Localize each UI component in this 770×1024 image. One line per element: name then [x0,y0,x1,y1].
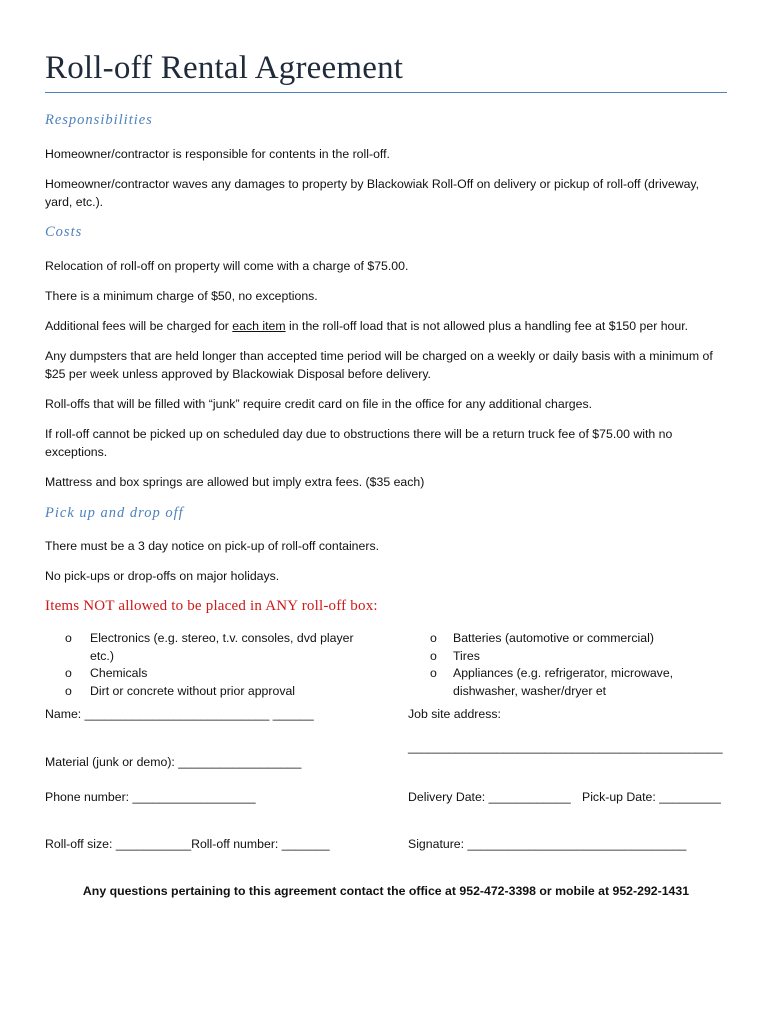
material-field[interactable]: Material (junk or demo): __________________ [45,755,302,769]
phone-number-field[interactable]: Phone number: __________________ [45,790,256,804]
costs-paragraph-4: Any dumpsters that are held longer than accepted time period will be charged on a weekly or daily basis with a minimum of $25 per week unless approved by Blackowiak Disposal before delivery. [45,349,713,381]
contact-footer: Any questions pertaining to this agreement contact the office at 952-472-3398 or mobile at 952-292-1431 [82,884,690,898]
list-item [45,665,365,683]
bullet-icon: o [65,666,72,680]
responsibilities-paragraph-2: Homeowner/contractor waves any damages to property by Blackowiak Roll-Off on delivery or pickup of roll-off (driveway, yard, etc.). [45,177,700,209]
signature-field[interactable]: Signature: ________________________________ [408,837,687,851]
job-site-address-field[interactable]: ______________________________________________ [408,740,723,754]
costs-paragraph-2: There is a minimum charge of $50, no exceptions. [45,289,318,303]
not-allowed-list-right [408,630,698,700]
list-item-label: Dirt or concrete without prior approval [90,683,296,698]
not-allowed-heading: Items NOT allowed to be placed in ANY roll-off box: [45,598,378,614]
costs-paragraph-5: Roll-offs that will be filled with “junk” require credit card on file in the office for any additional charges. [45,397,593,411]
costs-paragraph-3-end: in the roll-off load that is not allowed plus a handling fee at $150 per hour. [285,319,689,333]
page-title: Roll-off Rental Agreement [45,50,404,86]
rolloff-number-label: Roll-off number: _______ [191,837,330,851]
list-item-label: Batteries (automotive or commercial) [453,631,654,645]
bullet-icon: o [430,648,437,663]
bullet-icon: o [430,666,437,680]
costs-paragraph-6: If roll-off cannot be picked up on scheduled day due to obstructions there will be a return truck fee of $75.00 with no exceptions. [45,427,673,459]
list-item-label: Tires [453,648,480,663]
costs-paragraph-3 [45,318,727,336]
list-item-label: Electronics (e.g. stereo, t.v. consoles, dvd player etc.) [90,631,354,663]
rolloff-size-field[interactable] [45,836,330,853]
list-item [408,630,698,648]
pickup-paragraph-2: No pick-ups or drop-offs on major holidays. [45,569,280,583]
list-item [408,665,698,700]
bullet-icon: o [65,631,72,645]
costs-paragraph-1: Relocation of roll-off on property will come with a charge of $75.00. [45,259,409,273]
list-item [45,683,365,701]
section-heading-costs: Costs [45,224,83,240]
bullet-icon: o [430,631,437,645]
section-heading-responsibilities: Responsibilities [45,112,153,128]
list-item [45,630,365,665]
pickup-date-field[interactable]: Pick-up Date: _________ [582,790,721,804]
job-site-address-label: Job site address: [408,707,501,721]
list-item-label: Appliances (e.g. refrigerator, microwave, dishwasher, washer/dryer et [453,666,674,698]
costs-paragraph-3-start: Additional fees will be charged for [45,319,233,333]
costs-paragraph-7: Mattress and box springs are allowed but imply extra fees. ($35 each) [45,475,425,489]
bullet-icon: o [65,683,72,698]
name-field[interactable]: Name: ___________________________ ______ [45,707,314,721]
title-divider [45,92,727,93]
delivery-date-field[interactable]: Delivery Date: ____________ [408,790,571,804]
list-item [408,648,698,666]
rolloff-size-label: Roll-off size: ___________ [45,837,192,851]
list-item-label: Chemicals [90,666,148,680]
responsibilities-paragraph-1: Homeowner/contractor is responsible for contents in the roll-off. [45,147,390,161]
pickup-paragraph-1: There must be a 3 day notice on pick-up of roll-off containers. [45,539,380,553]
section-heading-pickup: Pick up and drop off [45,505,184,521]
costs-paragraph-3-underlined: each item [232,319,286,333]
not-allowed-list-left [45,630,365,700]
